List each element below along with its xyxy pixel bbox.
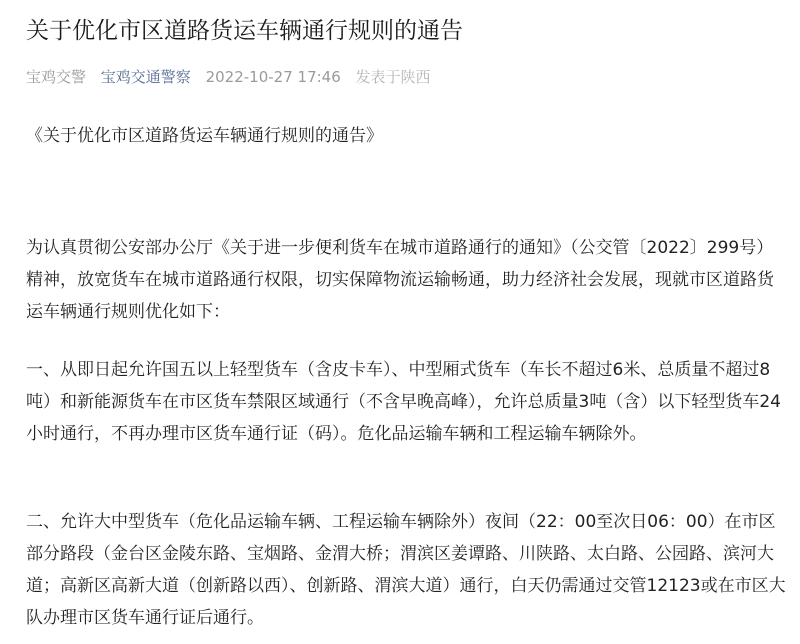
account-link[interactable]: 宝鸡交通警察 bbox=[100, 68, 191, 86]
publish-time: 2022-10-27 17:46 bbox=[205, 68, 341, 86]
rule-item-1: 一、从即日起允许国五以上轻型货车（含皮卡车）、中型厢式货车（车长不超过6米、总质量不超过8吨）和新能源货车在市区货车禁限区域通行（不含早晚高峰），允许总质量3吨（含）以下轻型货车24小时通行，不再办理市区货车通行证（码）。危化品运输车辆和工程运输车辆除外。 bbox=[26, 360, 781, 444]
article-meta bbox=[26, 66, 441, 88]
publish-location: 发表于陕西 bbox=[355, 68, 431, 86]
source-name: 宝鸡交警 bbox=[26, 68, 87, 86]
intro-paragraph: 为认真贯彻公安部办公厅《关于进一步便利货车在城市道路通行的通知》（公交管〔2022〕299号）精神，放宽货车在城市道路通行权限，切实保障物流运输畅通，助力经济社会发展，现就市区道路货运车辆通行规则优化如下： bbox=[26, 238, 774, 322]
rule-item-2: 二、允许大中型货车（危化品运输车辆、工程运输车辆除外）夜间（22：00至次日06：00）在市区部分路段（金台区金陵东路、宝烟路、金渭大桥；渭滨区姜谭路、川陕路、太白路、公园路、滨河大道；高新区高新大道（创新路以西）、创新路、渭滨大道）通行，白天仍需通过交管12123或在市区大队办理市区货车通行证后通行。 bbox=[26, 512, 786, 628]
doc-title-paragraph: 《关于优化市区道路货运车辆通行规则的通告》 bbox=[26, 126, 383, 146]
article-title: 关于优化市区道路货运车辆通行规则的通告 bbox=[26, 18, 463, 44]
